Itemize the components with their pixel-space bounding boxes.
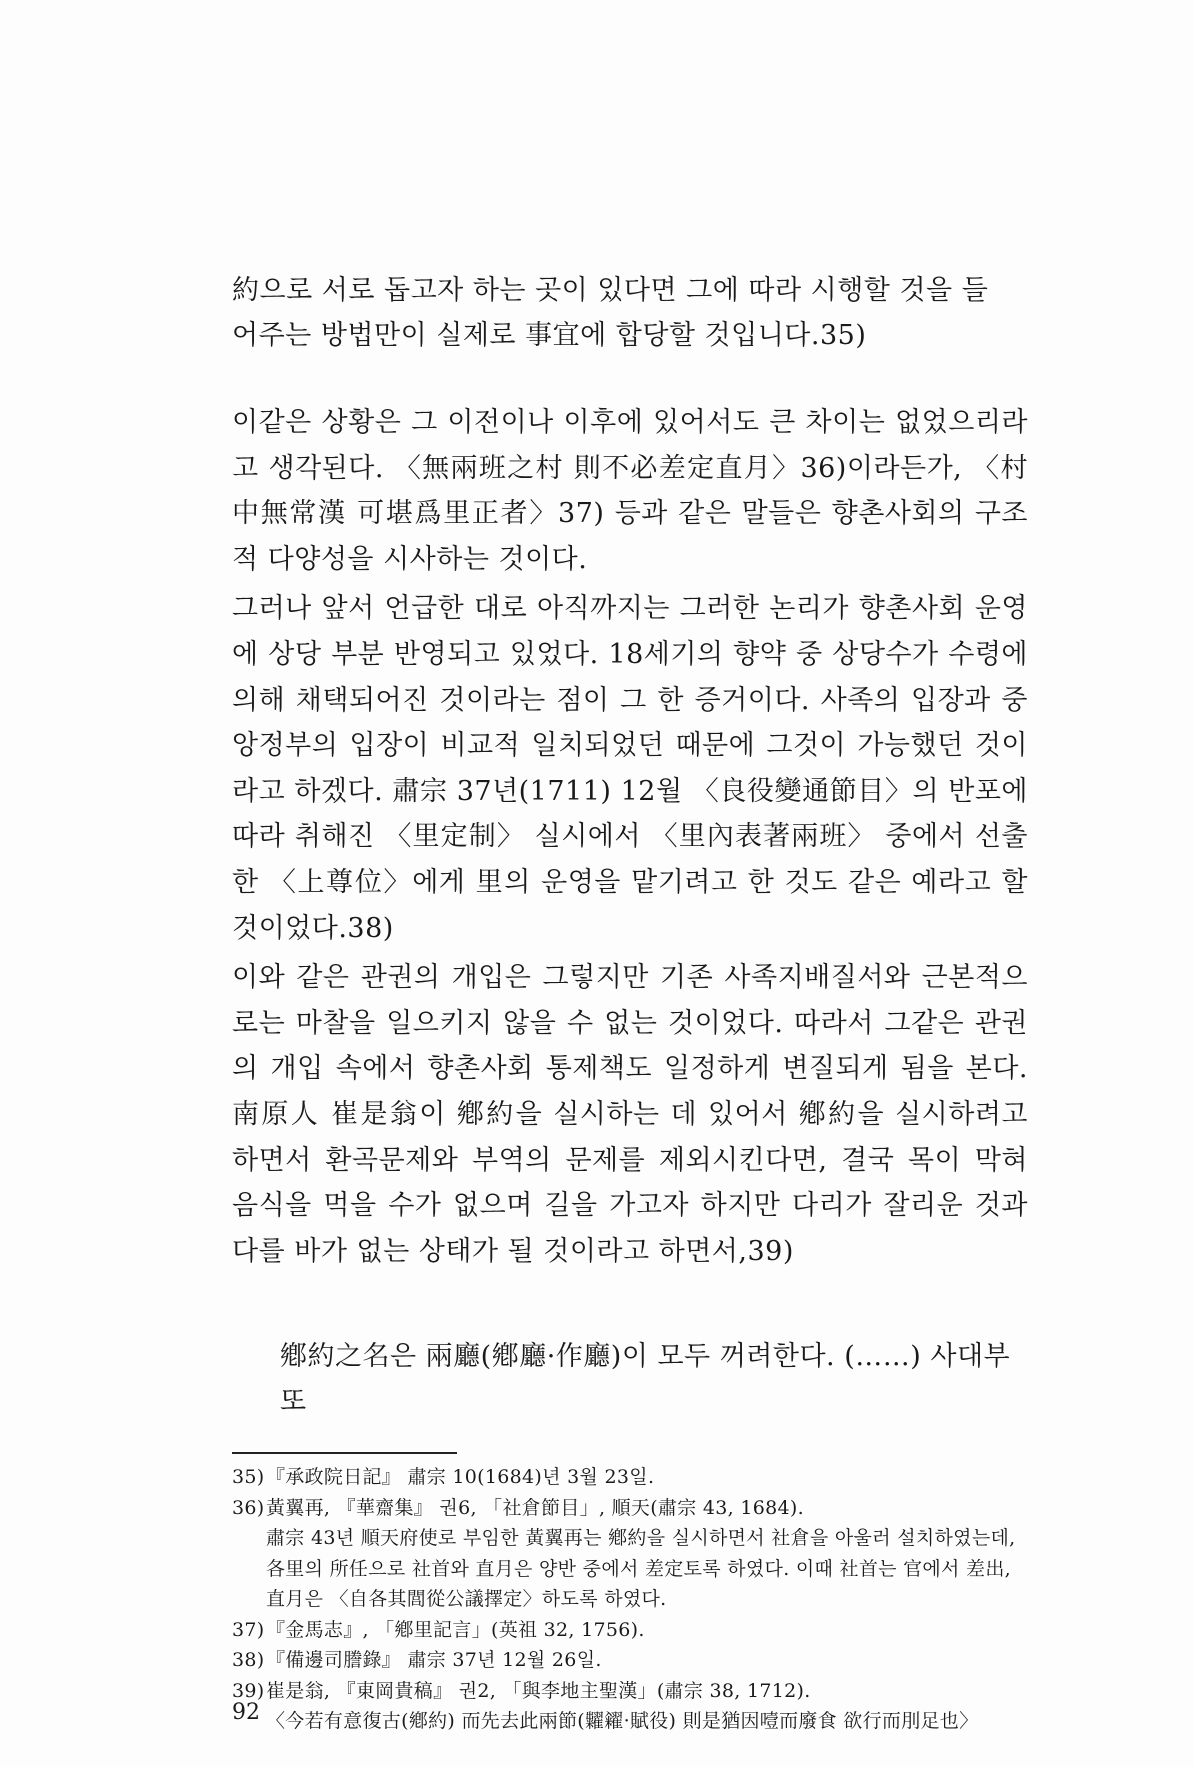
indented-quote-block: [232, 268, 1028, 358]
footnote-number: 36): [232, 1496, 265, 1519]
page-number: 92: [232, 1700, 260, 1725]
paragraph: 이와 같은 관권의 개입은 그렇지만 기존 사족지배질서와 근본적으로는 마찰을 일으키지 않을 수 없는 것이었다. 따라서 그같은 관권의 개입 속에서 향촌사회 통제책도 일정하게 변질되게 됨을 본다. 南原人 崔是翁이 鄕約을 실시하는 데 있어서 鄕約을 실시하려고 하면서 환곡문제와 부역의 문제를 제외시킨다면, 결국 목이 막혀 음식을 먹을 수가 없으며 길을 가고자 하지만 다리가 잘리운 것과 다를 바가 없는 상태가 될 것이라고 하면서,39): [232, 962, 1028, 1267]
footnotes: [232, 1462, 1028, 1737]
footnote: [232, 1462, 1028, 1493]
footnote-text: 崔是翁, 『東岡貴稿』 권2, 「與李地主聖漢」(肅宗 38, 1712).: [266, 1679, 811, 1702]
footnote-number: 37): [232, 1618, 265, 1641]
footnote-divider: [232, 1452, 457, 1454]
quote-line: 어주는 방법만이 실제로 事宜에 합당할 것입니다.35): [232, 320, 867, 351]
footnote: [232, 1493, 1028, 1524]
footnote-continuation: 〈今若有意復古(鄕約) 而先去此兩節(糶糴·賦役) 則是猶因噎而廢食 欲行而刖足也〉: [266, 1710, 979, 1733]
footnote-text: 黃翼再, 『華齋集』 권6, 「社倉節目」, 順天(肅宗 43, 1684).: [266, 1496, 804, 1519]
footnote-number: 38): [232, 1649, 265, 1672]
paragraph: 그러나 앞서 언급한 대로 아직까지는 그러한 논리가 향촌사회 운영에 상당 부분 반영되고 있었다. 18세기의 향약 중 상당수가 수령에 의해 채택되어진 것이라는 점이 그 한 증거이다. 사족의 입장과 중앙정부의 입장이 비교적 일치되었던 때문에 그것이 가능했던 것이라고 하겠다. 肅宗 37년(1711) 12월 〈良役變通節目〉의 반포에 따라 취해진 〈里定制〉 실시에서 〈里內表著兩班〉 중에서 선출한 〈上尊位〉에게 里의 운영을 맡기려고 한 것도 같은 예라고 할 것이었다.38): [232, 593, 1028, 944]
cited-quote: 鄕約之名은 兩廳(鄕廳·作廳)이 모두 꺼려한다. (……) 사대부 또: [280, 1341, 1011, 1418]
footnote-continuation: 肅宗 43년 順天府使로 부임한 黃翼再는 鄕約을 실시하면서 社倉을 아울러 설치하였는데, 各里의 所任으로 社首와 直月은 양반 중에서 差定토록 하였다. 이때 社首는 官에서 差出, 直月은 〈自各其閭從公議擇定〉하도록 하였다.: [266, 1527, 1016, 1611]
footnote-text: 『金馬志』, 「鄕里記言」(英祖 32, 1756).: [266, 1618, 645, 1641]
footnote-text: 『承政院日記』 肅宗 10(1684)년 3월 23일.: [266, 1466, 655, 1489]
quote-line: 約으로 서로 돕고자 하는 곳이 있다면 그에 따라 시행할 것을 들: [232, 275, 989, 306]
page-content: [232, 268, 1028, 1737]
footnote-number: 39): [232, 1679, 265, 1702]
footnote-text: 『備邊司謄錄』 肅宗 37년 12월 26일.: [266, 1649, 602, 1672]
paragraph: 이같은 상황은 그 이전이나 이후에 있어서도 큰 차이는 없었으리라고 생각된다. 〈無兩班之村 則不必差定直月〉36)이라든가, 〈村中無常漢 可堪爲里正者〉37) 등과 같은 말들은 향촌사회의 구조적 다양성을 시사하는 것이다.: [232, 407, 1028, 575]
footnote: [232, 1645, 1028, 1676]
footnote: [232, 1676, 1028, 1707]
body-text: [232, 400, 1028, 1274]
footnote-number: 35): [232, 1466, 265, 1489]
footnote: [232, 1615, 1028, 1646]
